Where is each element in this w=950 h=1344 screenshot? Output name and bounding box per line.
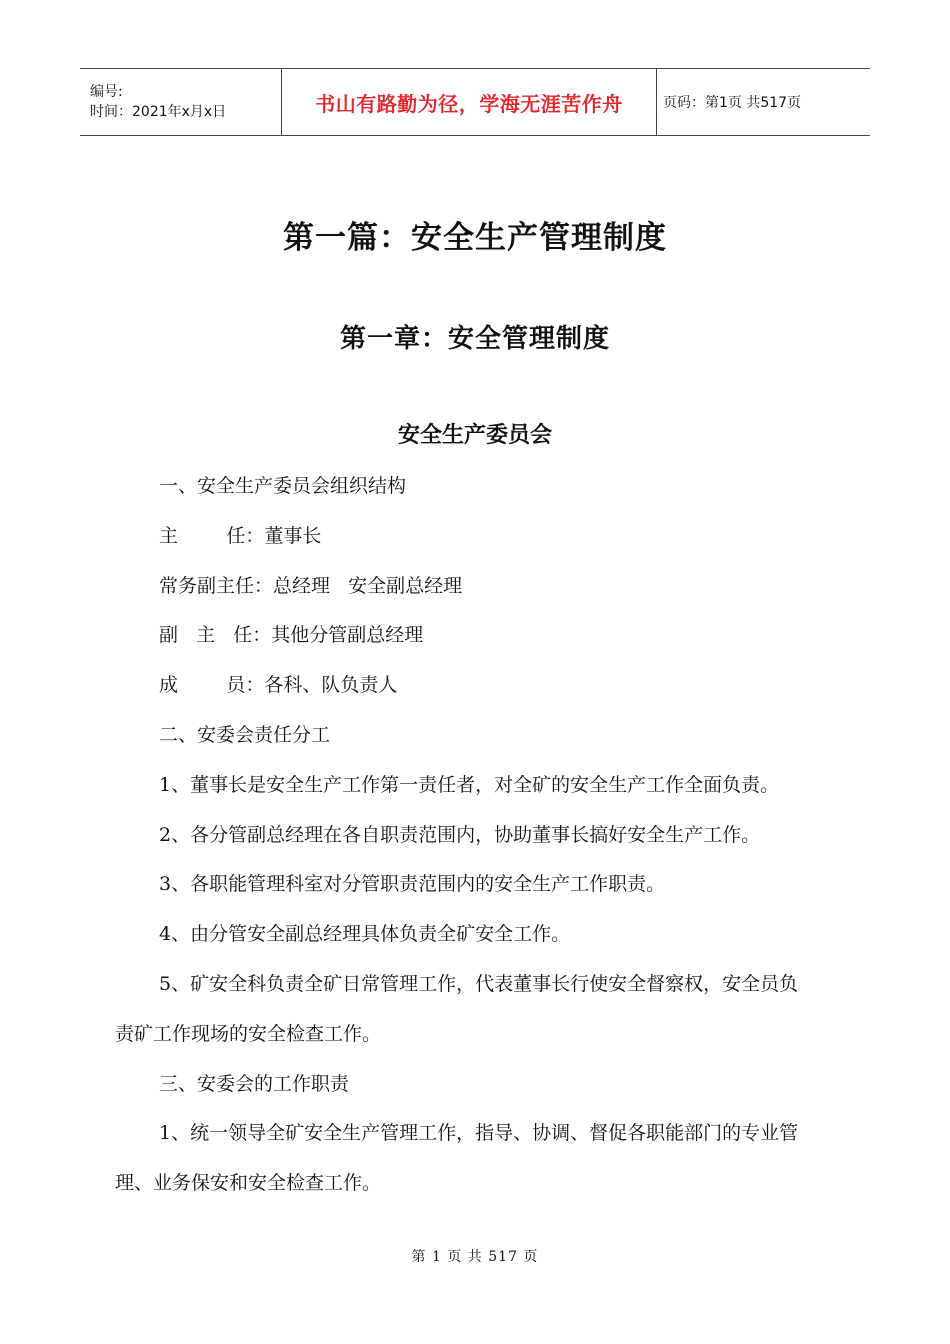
document-time: 时间：2021年x月x日 <box>90 104 227 120</box>
body-line: 一、安全生产委员会组织结构 <box>159 475 407 497</box>
body-line: 主 任：董事长 <box>159 524 322 547</box>
header-motto <box>282 69 657 135</box>
page-info-text: 页码：第1页 共517页 <box>663 95 802 111</box>
section-title: 安全生产委员会 <box>397 422 552 448</box>
body-line: 1、统一领导全矿安全生产管理工作，指导、协调、督促各职能部门的专业管 <box>159 1122 799 1145</box>
body-text <box>115 466 840 1213</box>
body-line: 三、安委会的工作职责 <box>159 1072 350 1095</box>
part-title: 第一篇：安全生产管理制度 <box>283 220 667 256</box>
page-footer: 第 1 页 共 517 页 <box>411 1249 539 1265</box>
body-line: 责矿工作现场的安全检查工作。 <box>115 1022 382 1045</box>
body-line: 1、董事长是安全生产工作第一责任者，对全矿的安全生产工作全面负责。 <box>159 773 780 796</box>
body-line: 副 主 任：其他分管副总经理 <box>159 624 424 647</box>
body-line: 3、各职能管理科室对分管职责范围内的安全生产工作职责。 <box>159 873 666 896</box>
body-line: 成 员：各科、队负责人 <box>159 674 398 697</box>
document-number-label: 编号: <box>90 84 123 100</box>
body-line: 4、由分管安全副总经理具体负责全矿安全工作。 <box>159 923 571 946</box>
header-page-info <box>657 69 870 135</box>
body-line: 5、矿安全科负责全矿日常管理工作，代表董事长行使安全督察权，安全员负 <box>159 972 799 995</box>
chapter-title: 第一章：安全管理制度 <box>339 324 610 354</box>
body-line: 二、安委会责任分工 <box>159 723 331 746</box>
header-meta <box>80 69 282 135</box>
body-line: 2、各分管副总经理在各自职责范围内，协助董事长搞好安全生产工作。 <box>159 823 761 846</box>
body-line: 常务副主任：总经理 安全副总经理 <box>159 574 463 597</box>
motto-text: 书山有路勤为径，学海无涯苦作舟 <box>315 91 623 116</box>
body-line: 理、业务保安和安全检查工作。 <box>115 1172 382 1195</box>
page-header <box>80 68 870 136</box>
